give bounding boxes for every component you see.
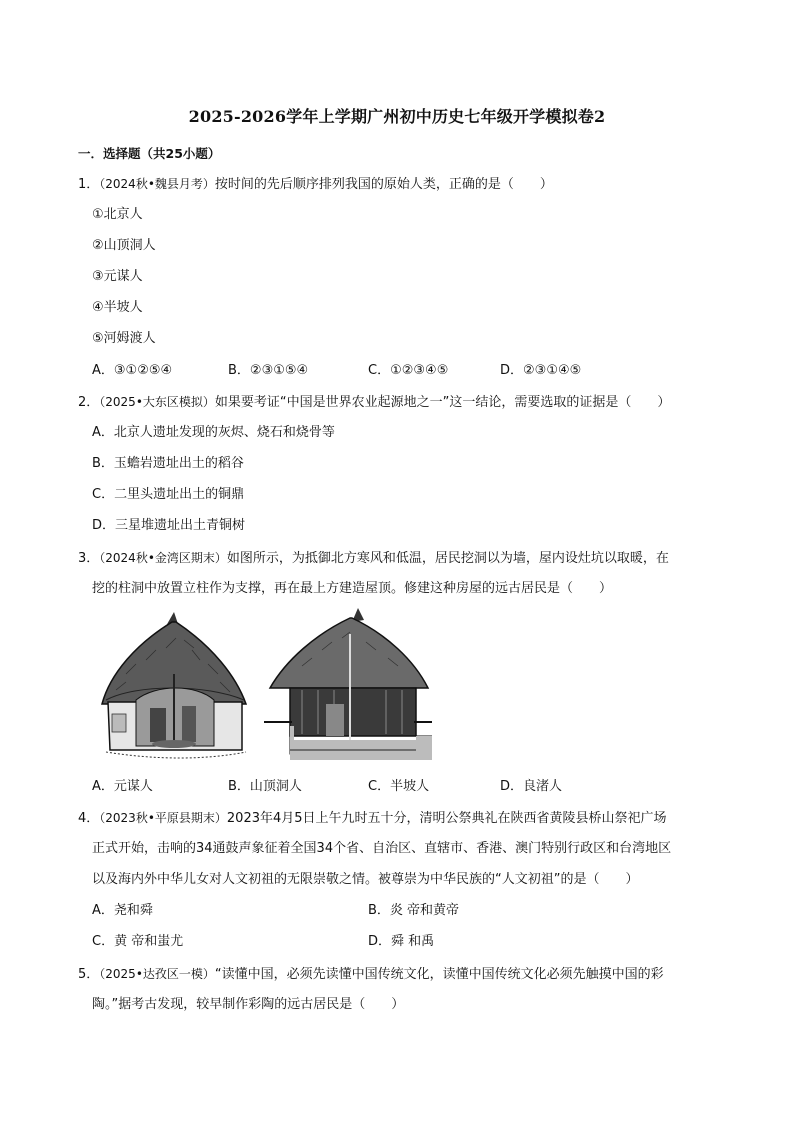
list-item: ⑤河姆渡人 bbox=[92, 331, 156, 346]
option-b: B．炎 帝和黄帝 bbox=[368, 903, 460, 918]
question-5 bbox=[78, 965, 664, 984]
question-number: 3． bbox=[78, 551, 100, 566]
question-source: （2025•达孜区一模） bbox=[99, 967, 215, 981]
thatched-hut-left bbox=[102, 612, 246, 758]
option-a: A．元谋人 bbox=[92, 779, 153, 794]
option-d: D．三星堆遗址出土青铜树 bbox=[92, 518, 246, 533]
option-a: A．北京人遗址发现的灰烬、烧石和烧骨等 bbox=[92, 425, 335, 440]
option-c: C．①②③④⑤ bbox=[368, 363, 449, 378]
list-item: ③元谋人 bbox=[92, 269, 143, 284]
question-1 bbox=[78, 175, 553, 194]
list-item: ④半坡人 bbox=[92, 300, 143, 315]
hut-illustration bbox=[96, 604, 432, 762]
option-c: C．二里头遗址出土的铜鼎 bbox=[92, 487, 245, 502]
list-item: ①北京人 bbox=[92, 207, 143, 222]
question-4 bbox=[78, 809, 667, 828]
semi-subterranean-hut-right bbox=[264, 608, 432, 760]
question-stem-line: 以及海内外中华儿女对人文初祖的无限崇敬之情。被尊崇为中华民族的“人文初祖”的是（ ） bbox=[92, 872, 639, 887]
question-stem-line: “读懂中国，必须先读懂中国传统文化，读懂中国传统文化必须先触摸中国的彩 bbox=[214, 967, 664, 982]
option-b: B．②③①⑤④ bbox=[228, 363, 309, 378]
question-stem-line: 陶。”据考古发现，较早制作彩陶的远古居民是（ ） bbox=[92, 997, 405, 1012]
option-d: D．舜 和禹 bbox=[368, 934, 435, 949]
section-heading: 一．选择题（共25小题） bbox=[78, 146, 221, 161]
question-number: 5． bbox=[78, 967, 100, 982]
option-a: A．尧和舜 bbox=[92, 903, 153, 918]
question-number: 4． bbox=[78, 811, 100, 826]
question-3 bbox=[78, 549, 669, 568]
question-stem-line: 正式开始，击响的34通鼓声象征着全国34个省、自治区、直辖市、香港、澳门特别行政区和台湾地区 bbox=[92, 841, 672, 856]
question-stem: 如果要考证“中国是世界农业起源地之一”这一结论，需要选取的证据是（ ） bbox=[214, 395, 671, 410]
option-d: D．②③①④⑤ bbox=[500, 363, 582, 378]
page-title: 2025-2026学年上学期广州初中历史七年级开学模拟卷2 bbox=[188, 107, 606, 126]
question-2 bbox=[78, 393, 670, 412]
question-number: 1． bbox=[78, 177, 100, 192]
question-source: （2024秋•金湾区期末） bbox=[99, 551, 227, 565]
question-stem-line: 2023年4月5日上午九时五十分，清明公祭典礼在陕西省黄陵县桥山祭祀广场 bbox=[226, 811, 667, 826]
option-c: C．半坡人 bbox=[368, 779, 430, 794]
option-b: B．玉蟾岩遗址出土的稻谷 bbox=[92, 456, 244, 471]
option-a: A．③①②⑤④ bbox=[92, 363, 173, 378]
question-stem: 按时间的先后顺序排列我国的原始人类，正确的是（ ） bbox=[214, 177, 553, 192]
question-source: （2024秋•魏县月考） bbox=[99, 177, 215, 191]
option-b: B．山顶洞人 bbox=[228, 779, 302, 794]
question-stem-line: 挖的柱洞中放置立柱作为支撑，再在最上方建造屋顶。修建这种房屋的远古居民是（ ） bbox=[92, 581, 613, 596]
option-d: D．良渚人 bbox=[500, 779, 563, 794]
question-source: （2025•大东区模拟） bbox=[99, 395, 215, 409]
option-c: C．黄 帝和蚩尤 bbox=[92, 934, 184, 949]
question-stem-line: 如图所示，为抵御北方寒风和低温，居民挖洞以为墙，屋内设灶坑以取暖，在 bbox=[226, 551, 669, 566]
question-number: 2． bbox=[78, 395, 100, 410]
list-item: ②山顶洞人 bbox=[92, 238, 156, 253]
question-source: （2023秋•平原县期末） bbox=[99, 811, 227, 825]
